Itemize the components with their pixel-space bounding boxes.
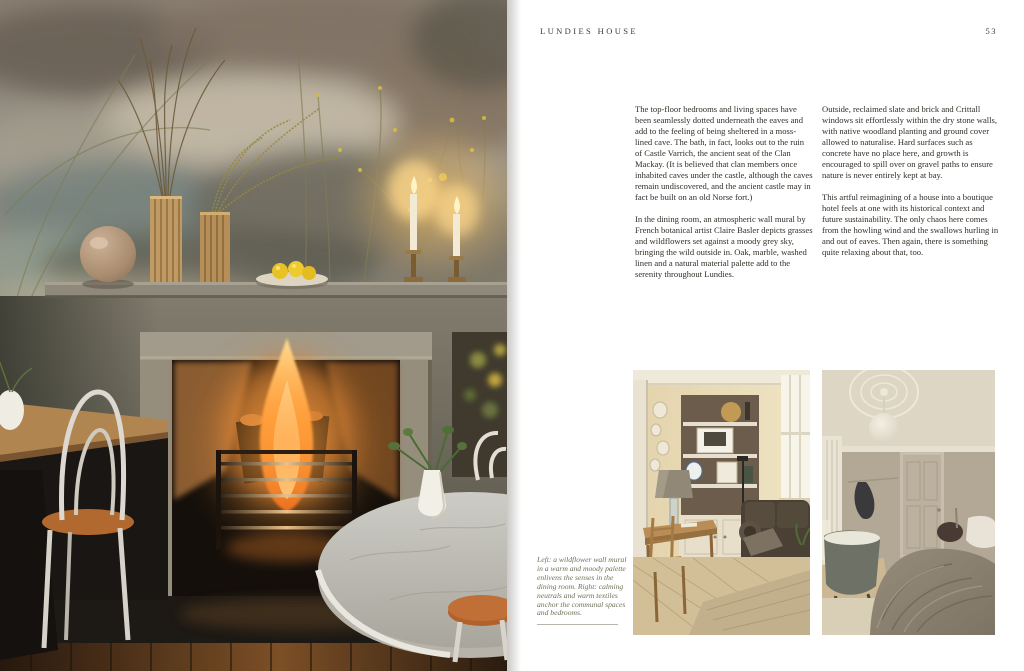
- bedroom-bathtub-photo: [822, 370, 995, 635]
- caption-rule: [537, 624, 618, 625]
- photo-caption-text: Left: a wildflower wall mural in a warm and moody palette enlivens the senses in the dining room. Right: calming neutrals and warm textiles anchor the communal spaces and bedrooms.: [537, 555, 627, 618]
- pendant-globe-light: [869, 413, 899, 443]
- dog-on-bed: [937, 522, 963, 542]
- doorway: [452, 332, 507, 477]
- page-gutter-shadow: [507, 0, 521, 671]
- sitting-room-illustration: [633, 370, 810, 635]
- paragraph: In the dining room, an atmospheric wall mural by French botanical artist Claire Basler depicts grasses and wildflowers set against a moody grey sky, bringing the wild outside in. Oak, marble, washed linen and a natural material palette add to the serenity throughout Lundies.: [635, 214, 813, 279]
- photo-caption: [537, 556, 629, 625]
- article-column-1: [635, 104, 813, 291]
- fireplace-illustration: [0, 0, 507, 671]
- paragraph: This artful reimagining of a house into a boutique hotel feels at one with its historical context and future sustainability. The only chaos here comes from the howling wind and the swallows hurling in and out of eaves. Then again, there is something quite relaxing about that, too.: [822, 192, 999, 257]
- window: [779, 375, 810, 508]
- pendant-cord: [883, 396, 885, 414]
- article-column-2: [822, 104, 1000, 269]
- running-header: LUNDIES HOUSE: [540, 26, 639, 36]
- dining-room-fireplace-photo: [0, 0, 507, 671]
- page-number: 53: [985, 26, 997, 36]
- sphere-vase: [80, 226, 136, 282]
- bedroom-illustration: [822, 370, 995, 635]
- paragraph: Outside, reclaimed slate and brick and Crittall windows sit effortlessly within the dry stone walls, with native woodland planting and ground cover allowed to naturalise. Hard surfaces such as concrete have no place here, and growth is encouraged to spill over on gravel paths to ensure nature is never entirely kept at bay.: [822, 104, 998, 180]
- door: [900, 452, 944, 558]
- paragraph: The top-floor bedrooms and living spaces have been seamlessly dotted underneath the eaves and add to the feeling of being sheltered in a moss-lined cave. The bath, in fact, looks out to the ruin of Castle Varrich, the ancient seat of the Clan Mackay. (It is believed that clan members once inhabited caves under the castle, although the caves remain undiscovered, and the ancient castle may in fact be built on an old Norse fort.): [635, 104, 813, 202]
- pillow: [966, 516, 995, 548]
- sitting-room-photo: [633, 370, 810, 635]
